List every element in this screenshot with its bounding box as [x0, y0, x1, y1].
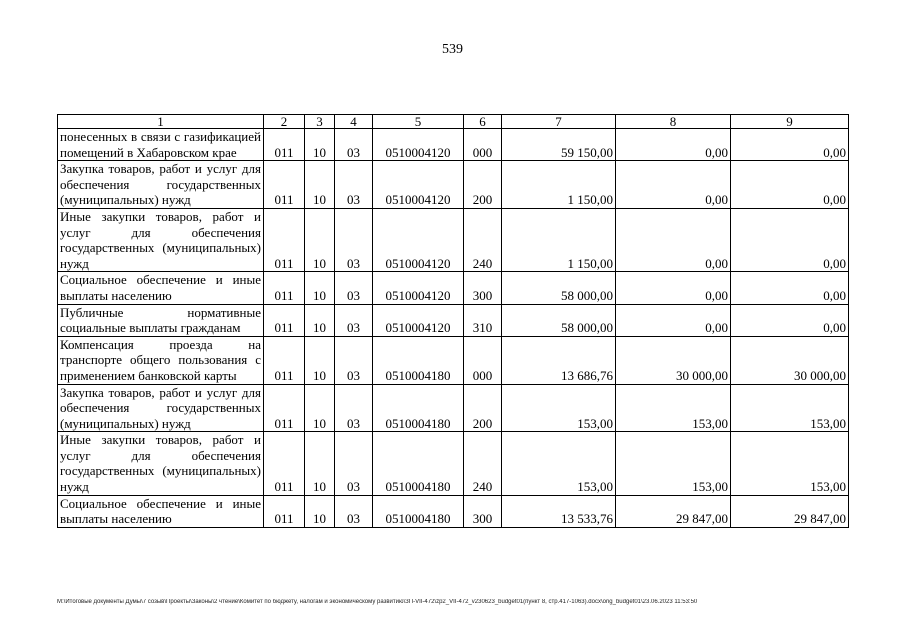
- cell-col-8: 0,00: [616, 304, 731, 336]
- cell-col-3: 10: [305, 161, 335, 209]
- cell-col-7: 13 533,76: [502, 495, 616, 527]
- cell-col-5: 0510004180: [373, 384, 464, 432]
- cell-col-2: 011: [264, 384, 305, 432]
- column-header-8: 8: [616, 115, 731, 129]
- cell-col-3: 10: [305, 208, 335, 271]
- cell-col-5: 0510004120: [373, 208, 464, 271]
- column-header-9: 9: [731, 115, 849, 129]
- cell-col-8: 153,00: [616, 432, 731, 495]
- cell-col-8: 30 000,00: [616, 336, 731, 384]
- cell-col-2: 011: [264, 208, 305, 271]
- cell-col-2: 011: [264, 304, 305, 336]
- cell-col-4: 03: [335, 495, 373, 527]
- cell-col-7: 59 150,00: [502, 129, 616, 161]
- cell-col-3: 10: [305, 272, 335, 304]
- cell-col-6: 300: [464, 495, 502, 527]
- row-description: Иные закупки товаров, работ и услуг для обеспечения государственных (муниципальных) нужд: [58, 208, 264, 271]
- cell-col-9: 30 000,00: [731, 336, 849, 384]
- table-row: [58, 432, 849, 495]
- cell-col-9: 0,00: [731, 129, 849, 161]
- cell-col-9: 0,00: [731, 208, 849, 271]
- cell-col-8: 0,00: [616, 161, 731, 209]
- cell-col-2: 011: [264, 336, 305, 384]
- column-header-2: 2: [264, 115, 305, 129]
- cell-col-3: 10: [305, 336, 335, 384]
- cell-col-4: 03: [335, 432, 373, 495]
- cell-col-6: 240: [464, 208, 502, 271]
- cell-col-9: 0,00: [731, 272, 849, 304]
- cell-col-3: 10: [305, 384, 335, 432]
- row-description: Иные закупки товаров, работ и услуг для обеспечения государственных (муниципальных) нужд: [58, 432, 264, 495]
- cell-col-9: 0,00: [731, 161, 849, 209]
- cell-col-2: 011: [264, 432, 305, 495]
- cell-col-4: 03: [335, 304, 373, 336]
- row-description: Компенсация проезда на транспорте общего пользования с применением банковской карты: [58, 336, 264, 384]
- table-row: [58, 208, 849, 271]
- table-row: [58, 272, 849, 304]
- cell-col-2: 011: [264, 129, 305, 161]
- cell-col-2: 011: [264, 495, 305, 527]
- cell-col-9: 153,00: [731, 384, 849, 432]
- cell-col-7: 1 150,00: [502, 161, 616, 209]
- cell-col-9: 29 847,00: [731, 495, 849, 527]
- cell-col-5: 0510004120: [373, 304, 464, 336]
- column-header-4: 4: [335, 115, 373, 129]
- cell-col-8: 153,00: [616, 384, 731, 432]
- cell-col-8: 0,00: [616, 208, 731, 271]
- table-row: [58, 304, 849, 336]
- row-description: Закупка товаров, работ и услуг для обеспечения государственных (муниципальных) нужд: [58, 384, 264, 432]
- column-header-5: 5: [373, 115, 464, 129]
- cell-col-3: 10: [305, 304, 335, 336]
- budget-table: [57, 114, 849, 528]
- cell-col-8: 0,00: [616, 272, 731, 304]
- cell-col-4: 03: [335, 208, 373, 271]
- row-description: Социальное обеспечение и иные выплаты населению: [58, 495, 264, 527]
- table-body: [58, 129, 849, 528]
- table-row: [58, 495, 849, 527]
- cell-col-7: 1 150,00: [502, 208, 616, 271]
- cell-col-9: 153,00: [731, 432, 849, 495]
- footer-file-path: М:\Итоговые документы Думы\7 созыв\Проекты\Законы\2 чтение\Комитет по бюджету, налогам и экономическому развитию\ЗП-VII-472\zp2_VII-472_v230623_budget01(пункт 8, стр.417-1063).docx\orig_budget01\23.06.2023 11:53:50: [57, 599, 698, 605]
- cell-col-4: 03: [335, 336, 373, 384]
- table-row: [58, 161, 849, 209]
- table-row: [58, 129, 849, 161]
- row-description: Закупка товаров, работ и услуг для обеспечения государственных (муниципальных) нужд: [58, 161, 264, 209]
- cell-col-7: 153,00: [502, 432, 616, 495]
- cell-col-6: 240: [464, 432, 502, 495]
- cell-col-4: 03: [335, 384, 373, 432]
- cell-col-7: 153,00: [502, 384, 616, 432]
- cell-col-6: 000: [464, 129, 502, 161]
- cell-col-6: 300: [464, 272, 502, 304]
- cell-col-3: 10: [305, 432, 335, 495]
- cell-col-5: 0510004180: [373, 432, 464, 495]
- column-header-7: 7: [502, 115, 616, 129]
- column-header-6: 6: [464, 115, 502, 129]
- cell-col-7: 58 000,00: [502, 272, 616, 304]
- cell-col-2: 011: [264, 161, 305, 209]
- cell-col-4: 03: [335, 272, 373, 304]
- header-row: [58, 115, 849, 129]
- cell-col-6: 310: [464, 304, 502, 336]
- cell-col-6: 000: [464, 336, 502, 384]
- cell-col-4: 03: [335, 129, 373, 161]
- cell-col-7: 13 686,76: [502, 336, 616, 384]
- column-header-3: 3: [305, 115, 335, 129]
- cell-col-6: 200: [464, 384, 502, 432]
- row-description: понесенных в связи с газификацией помещений в Хабаровском крае: [58, 129, 264, 161]
- table-row: [58, 384, 849, 432]
- cell-col-8: 0,00: [616, 129, 731, 161]
- cell-col-5: 0510004120: [373, 129, 464, 161]
- row-description: Публичные нормативные социальные выплаты гражданам: [58, 304, 264, 336]
- cell-col-3: 10: [305, 495, 335, 527]
- cell-col-5: 0510004180: [373, 336, 464, 384]
- cell-col-6: 200: [464, 161, 502, 209]
- cell-col-5: 0510004180: [373, 495, 464, 527]
- cell-col-8: 29 847,00: [616, 495, 731, 527]
- cell-col-5: 0510004120: [373, 272, 464, 304]
- cell-col-3: 10: [305, 129, 335, 161]
- cell-col-4: 03: [335, 161, 373, 209]
- cell-col-2: 011: [264, 272, 305, 304]
- column-header-1: 1: [58, 115, 264, 129]
- cell-col-5: 0510004120: [373, 161, 464, 209]
- cell-col-9: 0,00: [731, 304, 849, 336]
- page-number: 539: [442, 42, 463, 57]
- table-row: [58, 336, 849, 384]
- cell-col-7: 58 000,00: [502, 304, 616, 336]
- row-description: Социальное обеспечение и иные выплаты населению: [58, 272, 264, 304]
